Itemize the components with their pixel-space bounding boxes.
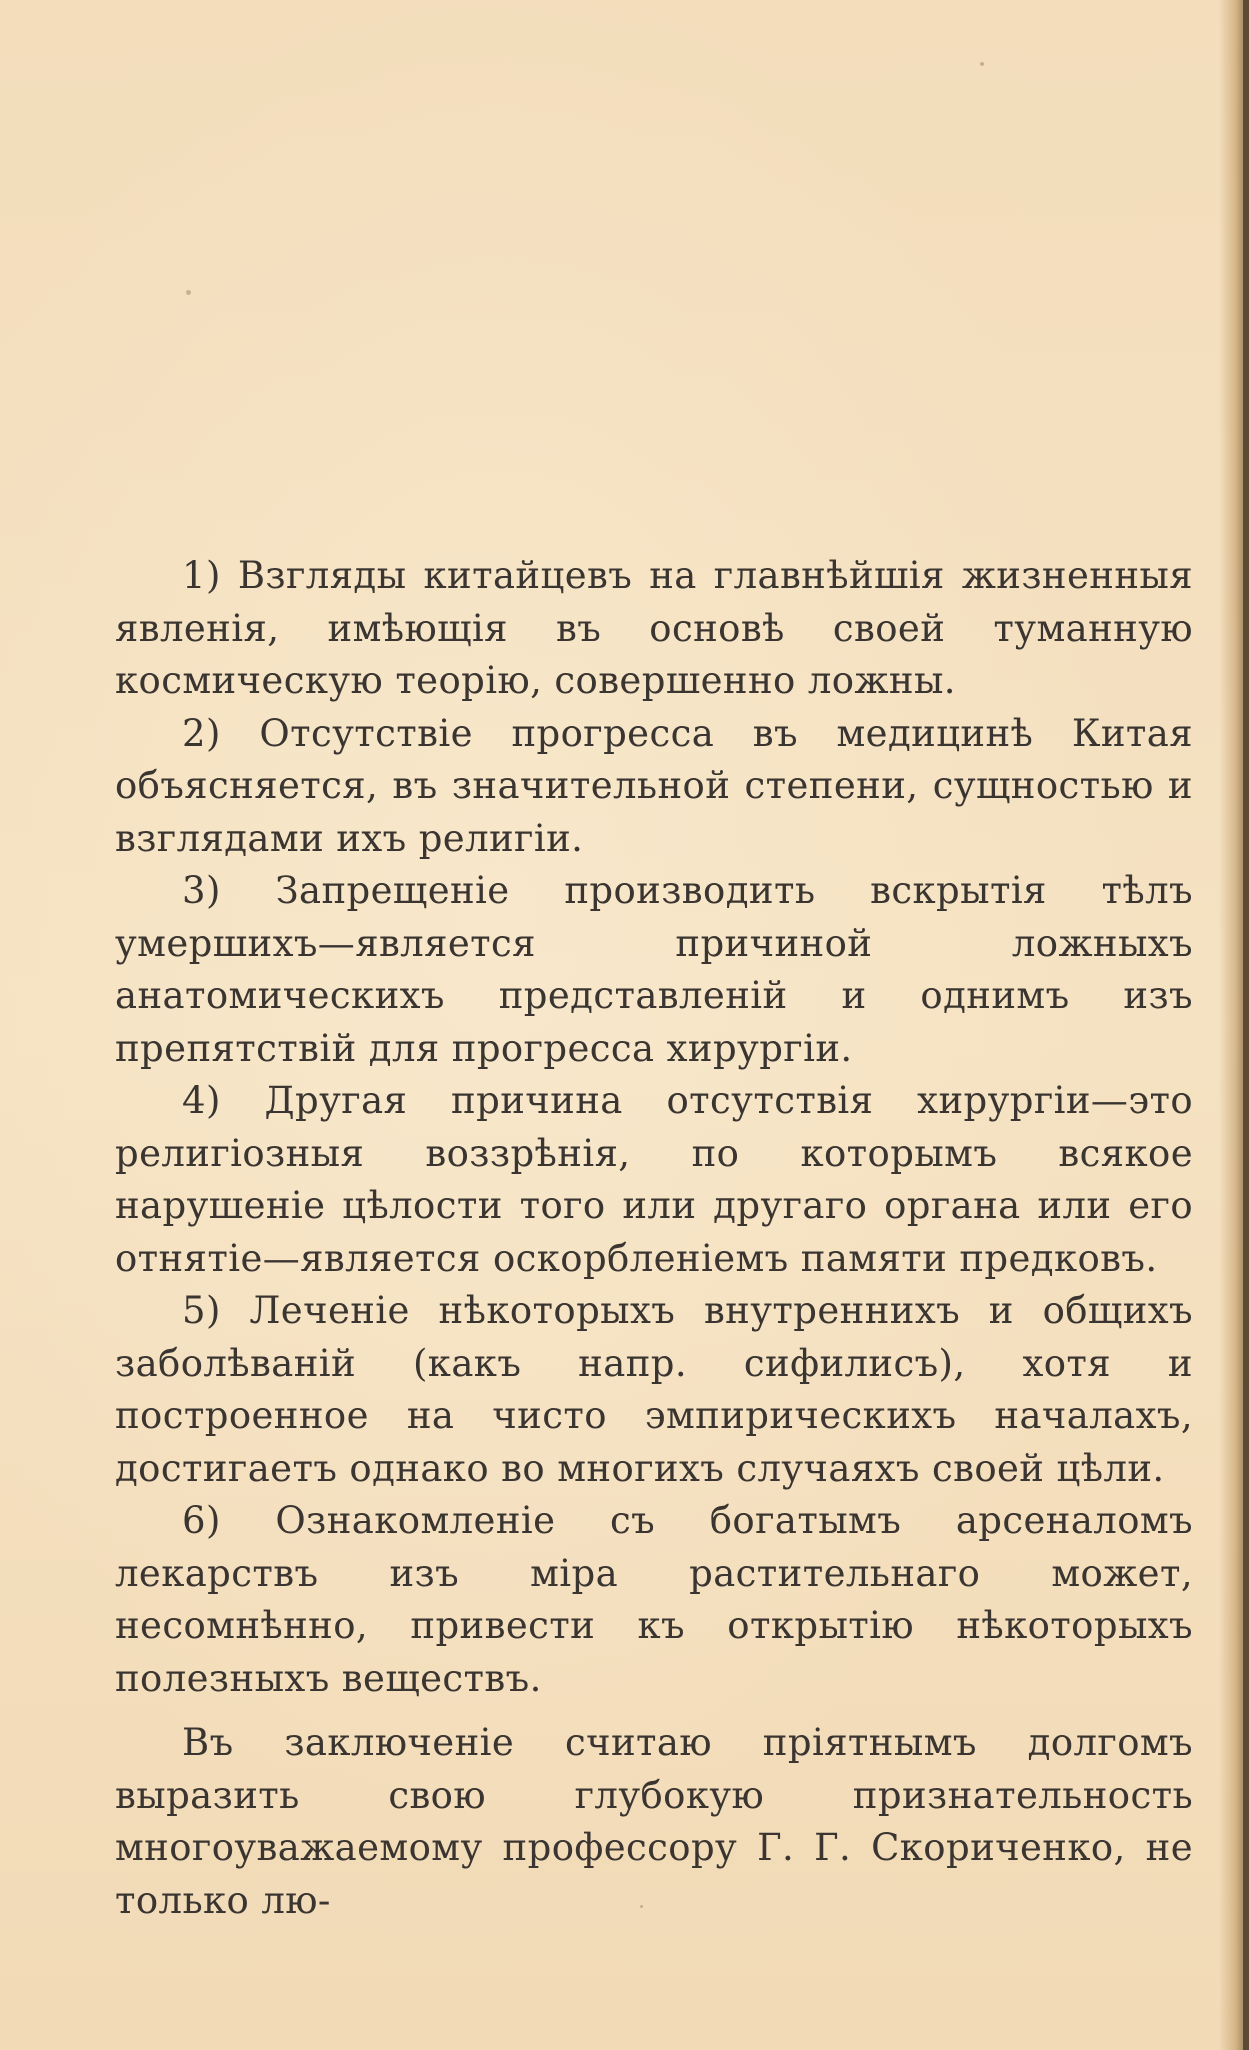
page-binding-edge (1243, 0, 1249, 2050)
paper-speck (980, 62, 984, 66)
conclusion-paragraph-1: 1) Взгляды китайцевъ на главнѣйшія жизненныя явленія, имѣющія въ основѣ своей туманную космическую теорію, совершенно ложны. (115, 554, 1193, 702)
conclusion-paragraph-5: 5) Леченіе нѣкоторыхъ внутреннихъ и общихъ заболѣваній (какъ напр. сифилисъ), хотя и построенное на чисто эмпирическихъ началахъ, достигаетъ однако во многихъ случаяхъ своей цѣли. (115, 1289, 1193, 1490)
conclusion-paragraph-2: 2) Отсутствіе прогресса въ медицинѣ Китая объясняется, въ значительной степени, сущностью и взглядами ихъ религіи. (115, 711, 1193, 860)
conclusion-paragraph-4: 4) Другая причина отсутствія хирургіи—это религіозныя воззрѣнія, по которымъ всякое нарушеніе цѣлости того или другаго органа или его отнятіе—является оскорбленіемъ памяти предковъ. (115, 1079, 1193, 1280)
conclusion-paragraph-6: 6) Ознакомленіе съ богатымъ арсеналомъ лекарствъ изъ міра растительнаго может, несомнѣнно, привести къ открытію нѣкоторыхъ полезныхъ веществъ. (115, 1499, 1193, 1700)
acknowledgement-paragraph: Въ заключеніе считаю пріятнымъ долгомъ выразить свою глубокую признательность многоуважаемому профессору Г. Г. Скориченко, не только лю- (115, 1721, 1193, 1922)
paper-speck (186, 290, 191, 295)
conclusion-paragraph-3: 3) Запрещеніе производить вскрытія тѣлъ умершихъ—является причиной ложныхъ анатомическихъ представленій и однимъ изъ препятствій для прогресса хирургіи. (115, 869, 1193, 1070)
main-text (115, 550, 1193, 1927)
